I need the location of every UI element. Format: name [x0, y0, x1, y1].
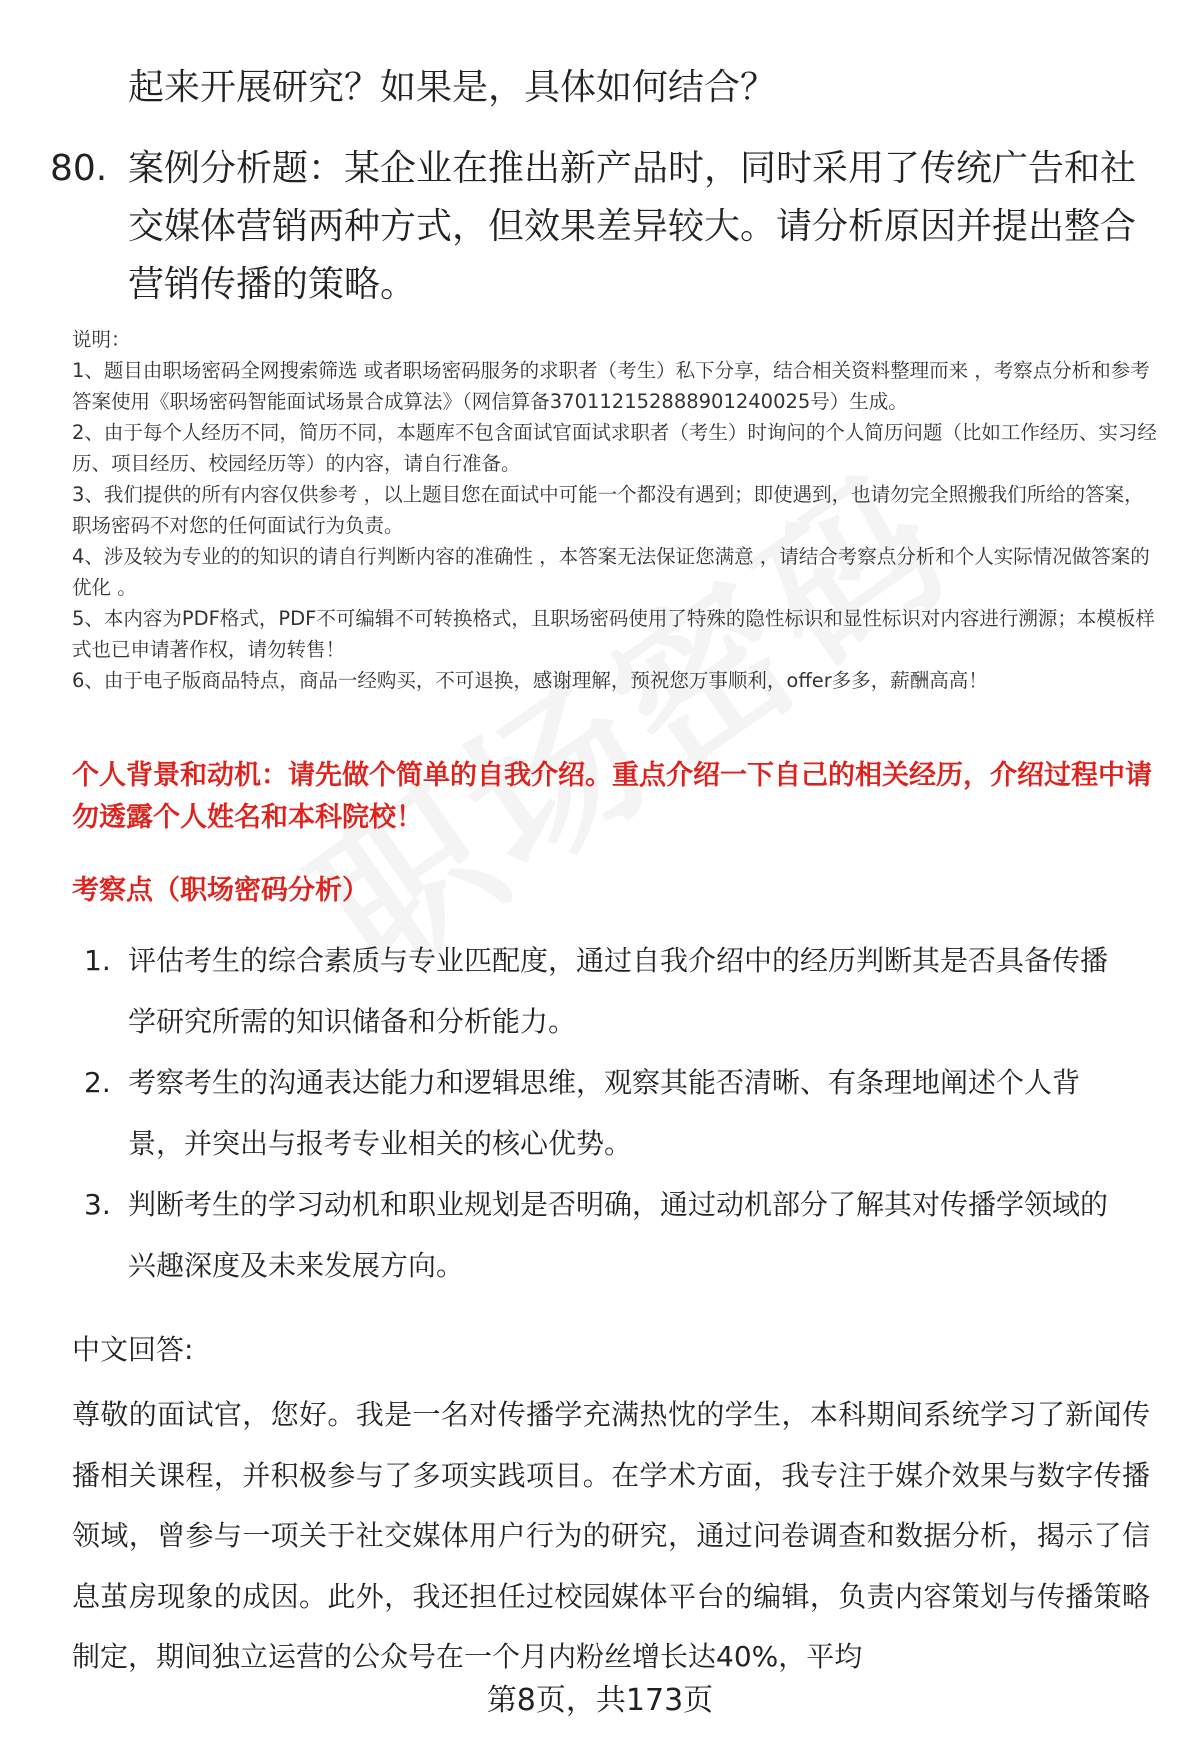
answer-text: 尊敬的面试官，您好。我是一名对传播学充满热忱的学生，本科期间系统学习了新闻传播相关课程，并积极参与了多项实践项目。在学术方面，我专注于媒介效果与数字传播领域，曾参与一项关于社交媒体用户行为的研究，通过问卷调查和数据分析，揭示了信息茧房现象的成因。此外，我还担任过校园媒体平台的编辑，负责内容策划与传播策略制定，期间独立运营的公众号在一个月内粉丝增长达40%，平均: [72, 1398, 1150, 1673]
point-number: 2.: [84, 1066, 111, 1099]
notes-section: [72, 324, 1162, 696]
note-item: 3、我们提供的所有内容仅供参考 ，以上题目您在面试中可能一个都没有遇到；即使遇到，也请勿完全照搬我们所给的答案，职场密码不对您的任何面试行为负责。: [72, 483, 1144, 537]
assessment-points-title: 考察点（职场密码分析）: [72, 875, 369, 906]
point-text: 评估考生的综合素质与专业匹配度，通过自我介绍中的经历判断其是否具备传播学研究所需的知识储备和分析能力。: [128, 944, 1109, 1038]
assessment-point: [84, 930, 1164, 1052]
assessment-points-list: [84, 930, 1164, 1296]
question-text: 案例分析题：某企业在推出新产品时，同时采用了传统广告和社交媒体营销两种方式，但效果差异较大。请分析原因并提出整合营销传播的策略。: [128, 148, 1137, 305]
note-item: 6、由于电子版商品特点，商品一经购买，不可退换，感谢理解，预祝您万事顺利，offer多多，薪酬高高！: [72, 669, 988, 692]
note-item: 1、题目由职场密码全网搜索筛选 或者职场密码服务的求职者（考生）私下分享，结合相关资料整理而来 ，考察点分析和参考答案使用《职场密码智能面试场景合成算法》（网信算备370112152888901240025号）生成。: [72, 359, 1150, 413]
notes-title: 说明：: [72, 328, 131, 351]
page-footer: 第8页，共173页: [486, 1683, 714, 1718]
question-continuation: 起来开展研究？如果是，具体如何结合？: [128, 67, 777, 108]
point-number: 3.: [84, 1188, 111, 1221]
point-number: 1.: [84, 944, 111, 977]
assessment-point: [84, 1174, 1164, 1296]
point-text: 判断考生的学习动机和职业规划是否明确，通过动机部分了解其对传播学领域的兴趣深度及未来发展方向。: [128, 1188, 1109, 1282]
interview-question: 个人背景和动机：请先做个简单的自我介绍。重点介绍一下自己的相关经历，介绍过程中请勿透露个人姓名和本科院校！: [72, 760, 1152, 833]
note-item: 5、本内容为PDF格式，PDF不可编辑不可转换格式，且职场密码使用了特殊的隐性标识和显性标识对内容进行溯源；本模板样式也已申请著作权，请勿转售！: [72, 607, 1155, 661]
question-number: 80.: [50, 148, 108, 189]
assessment-point: [84, 1052, 1164, 1174]
answer-label: 中文回答:: [72, 1333, 194, 1366]
point-text: 考察考生的沟通表达能力和逻辑思维，观察其能否清晰、有条理地阐述个人背景，并突出与报考专业相关的核心优势。: [128, 1066, 1081, 1160]
note-item: 2、由于每个人经历不同，简历不同，本题库不包含面试官面试求职者（考生）时询问的个人简历问题（比如工作经历、实习经历、项目经历、校园经历等）的内容，请自行准备。: [72, 421, 1157, 475]
question-80: [50, 140, 1150, 314]
note-item: 4、涉及较为专业的的知识的请自行判断内容的准确性 ，本答案无法保证您满意 ，请结合考察点分析和个人实际情况做答案的优化 。: [72, 545, 1150, 599]
